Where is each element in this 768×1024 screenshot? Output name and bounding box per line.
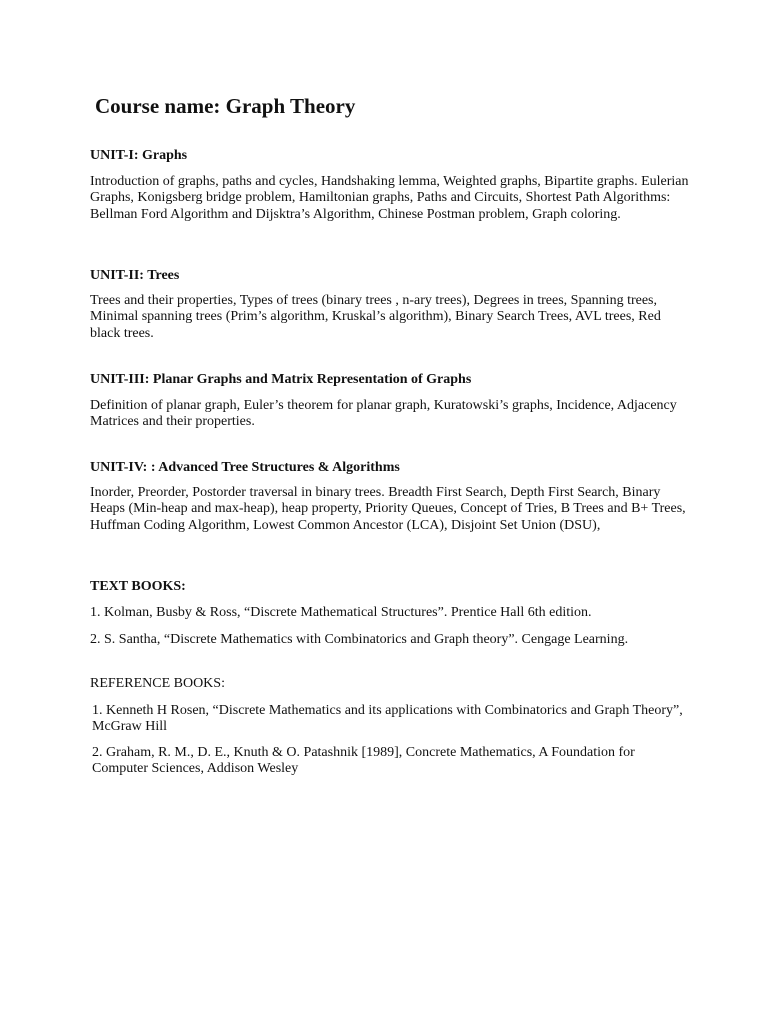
reference-books-heading: REFERENCE BOOKS: xyxy=(90,676,225,691)
unit-1-content: Introduction of graphs, paths and cycles, Handshaking lemma, Weighted graphs, Bipartite graphs. Eulerian Graphs, Konigsberg bridge problem, Hamiltonian graphs, Paths and Circuits, Shortest Path Algorithms: Bellman Ford Algorithm and Dijsktra’s Algorithm, Chinese Postman problem, Graph coloring. xyxy=(90,174,689,222)
text-books-heading: TEXT BOOKS: xyxy=(90,579,186,594)
unit-2-content: Trees and their properties, Types of trees (binary trees , n-ary trees), Degrees in trees, Spanning trees, Minimal spanning trees (Prim’s algorithm, Kruskal’s algorithm), Binary Search Trees, AVL trees, Red black trees. xyxy=(90,293,661,341)
unit-1-heading: UNIT-I: Graphs xyxy=(90,148,188,163)
unit-4-content: Inorder, Preorder, Postorder traversal in binary trees. Breadth First Search, Depth First Search, Binary Heaps (Min-heap and max-heap), heap property, Priority Queues, Concept of Tries, B Trees and B+ Trees, Huffman Coding Algorithm, Lowest Common Ancestor (LCA), Disjoint Set Union (DSU), xyxy=(90,485,686,533)
page-title: Course name: Graph Theory xyxy=(95,94,356,118)
unit-4-heading: UNIT-IV: : Advanced Tree Structures & Algorithms xyxy=(90,460,400,475)
text-book-item-2: 2. S. Santha, “Discrete Mathematics with Combinatorics and Graph theory”. Cengage Learning. xyxy=(90,632,629,647)
unit-3-heading: UNIT-III: Planar Graphs and Matrix Representation of Graphs xyxy=(90,372,472,387)
reference-book-item-1: 1. Kenneth H Rosen, “Discrete Mathematics and its applications with Combinatorics and Graph Theory”, McGraw Hill xyxy=(92,703,683,735)
reference-book-item-2: 2. Graham, R. M., D. E., Knuth & O. Patashnik [1989], Concrete Mathematics, A Foundation for Computer Sciences, Addison Wesley xyxy=(92,745,635,777)
text-book-item-1: 1. Kolman, Busby & Ross, “Discrete Mathematical Structures”. Prentice Hall 6th edition. xyxy=(90,605,592,620)
unit-2-heading: UNIT-II: Trees xyxy=(90,268,180,283)
unit-3-content: Definition of planar graph, Euler’s theorem for planar graph, Kuratowski’s graphs, Incidence, Adjacency Matrices and their properties. xyxy=(90,398,677,430)
